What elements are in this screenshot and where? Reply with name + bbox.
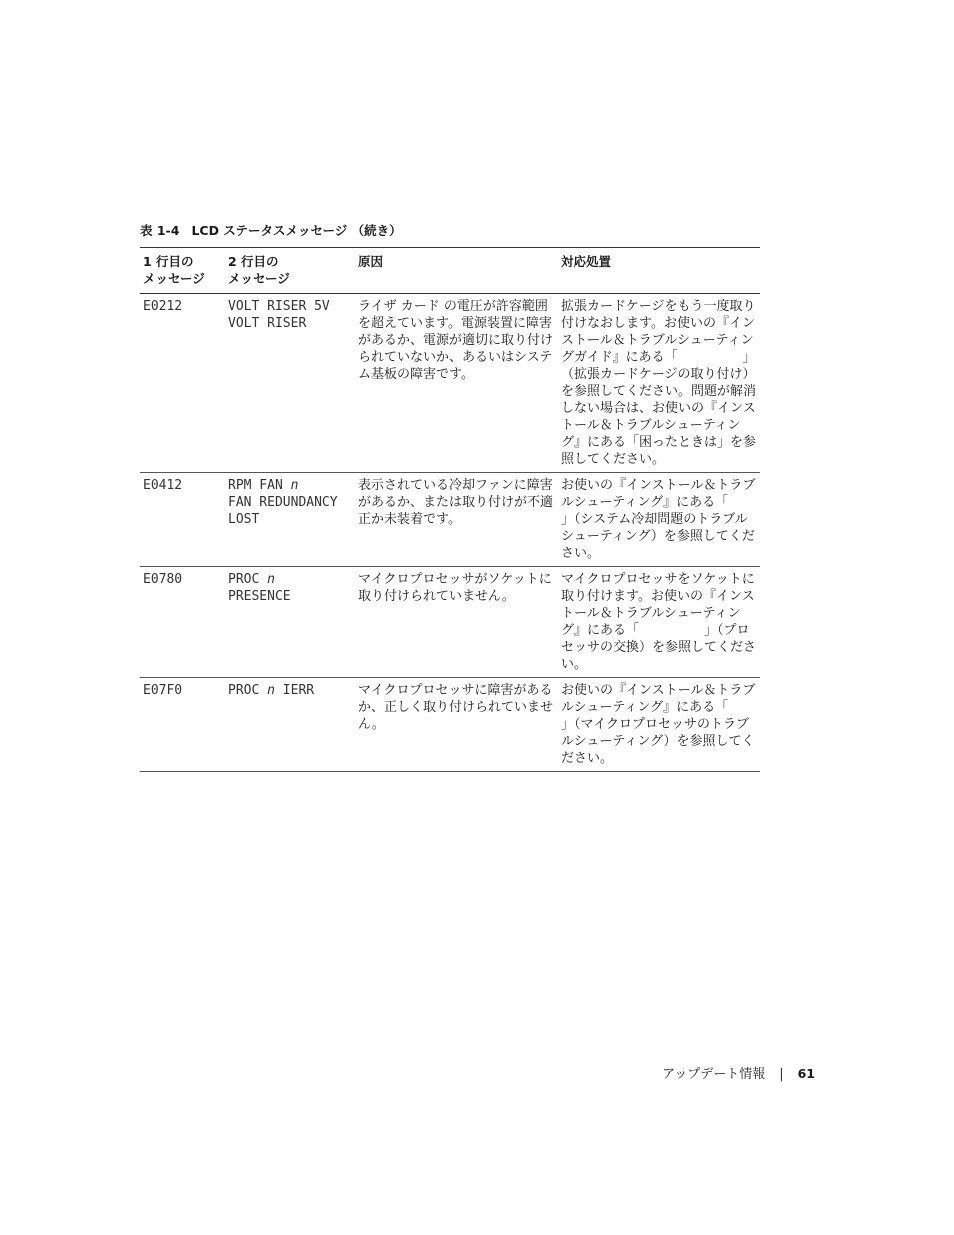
table-row [140,678,760,772]
lcd-status-table [140,247,859,772]
row-code: E0212 [140,294,225,473]
footer-separator: | [779,1067,784,1082]
header-line1-message: 1 行目の メッセージ [140,248,225,294]
section-name: アップデート情報 [662,1067,766,1082]
table-row [140,567,760,678]
header-line2-message: 2 行目の メッセージ [225,248,355,294]
row-cause: ライザ カード の電圧が許容範囲を超えています。電源装置に障害があるか、電源が適切に取り付けられていないか、あるいはシステム基板の障害です。 [355,294,558,473]
table-number: 表 1-4 [140,223,180,238]
row-action: お使いの『インストール＆トラブルシューティング』にある「 」（システム冷却問題のトラブルシューティング）を参照してください。 [558,473,760,567]
page-number: 61 [797,1066,815,1081]
row-code: E0780 [140,567,225,678]
table-row [140,473,760,567]
row-cause: マイクロプロセッサがソケットに取り付けられていません。 [355,567,558,678]
row-code: E07F0 [140,678,225,772]
row-cause: マイクロプロセッサに障害があるか、正しく取り付けられていません。 [355,678,558,772]
row-line2-message: VOLT RISER 5V VOLT RISER [225,294,355,473]
header-action: 対応処置 [558,248,760,294]
row-line2-message: RPM FAN n FAN REDUNDANCY LOST [225,473,355,567]
row-line2-message: PROC n PRESENCE [225,567,355,678]
row-code: E0412 [140,473,225,567]
row-action: お使いの『インストール＆トラブルシューティング』にある「 」（マイクロプロセッサのトラブルシューティング）を参照してください。 [558,678,760,772]
row-action: 拡張カードケージをもう一度取り付けなおします。お使いの『インストール＆トラブルシューティングガイド』にある「 」（拡張カードケージの取り付け）を参照してください。問題が解消しない場合は、お使いの『インストール＆トラブルシューティング』にある「困ったときは」を参照してください。 [558,294,760,473]
table-header-row [140,248,760,294]
page-footer [560,1063,815,1082]
table-title: LCD ステータスメッセージ （続き） [191,223,402,238]
table-row [140,294,760,473]
variable-n: n [290,478,299,493]
row-cause: 表示されている冷却ファンに障害があるか、または取り付けが不適正か未装着です。 [355,473,558,567]
table-caption [140,221,402,239]
row-action: マイクロプロセッサをソケットに取り付けます。お使いの『インストール＆トラブルシューティング』にある「 」（プロセッサの交換）を参照してください。 [558,567,760,678]
header-cause: 原因 [355,248,558,294]
variable-n: n [267,683,275,698]
row-line2-message: PROC n IERR [225,678,355,772]
variable-n: n [267,572,275,587]
